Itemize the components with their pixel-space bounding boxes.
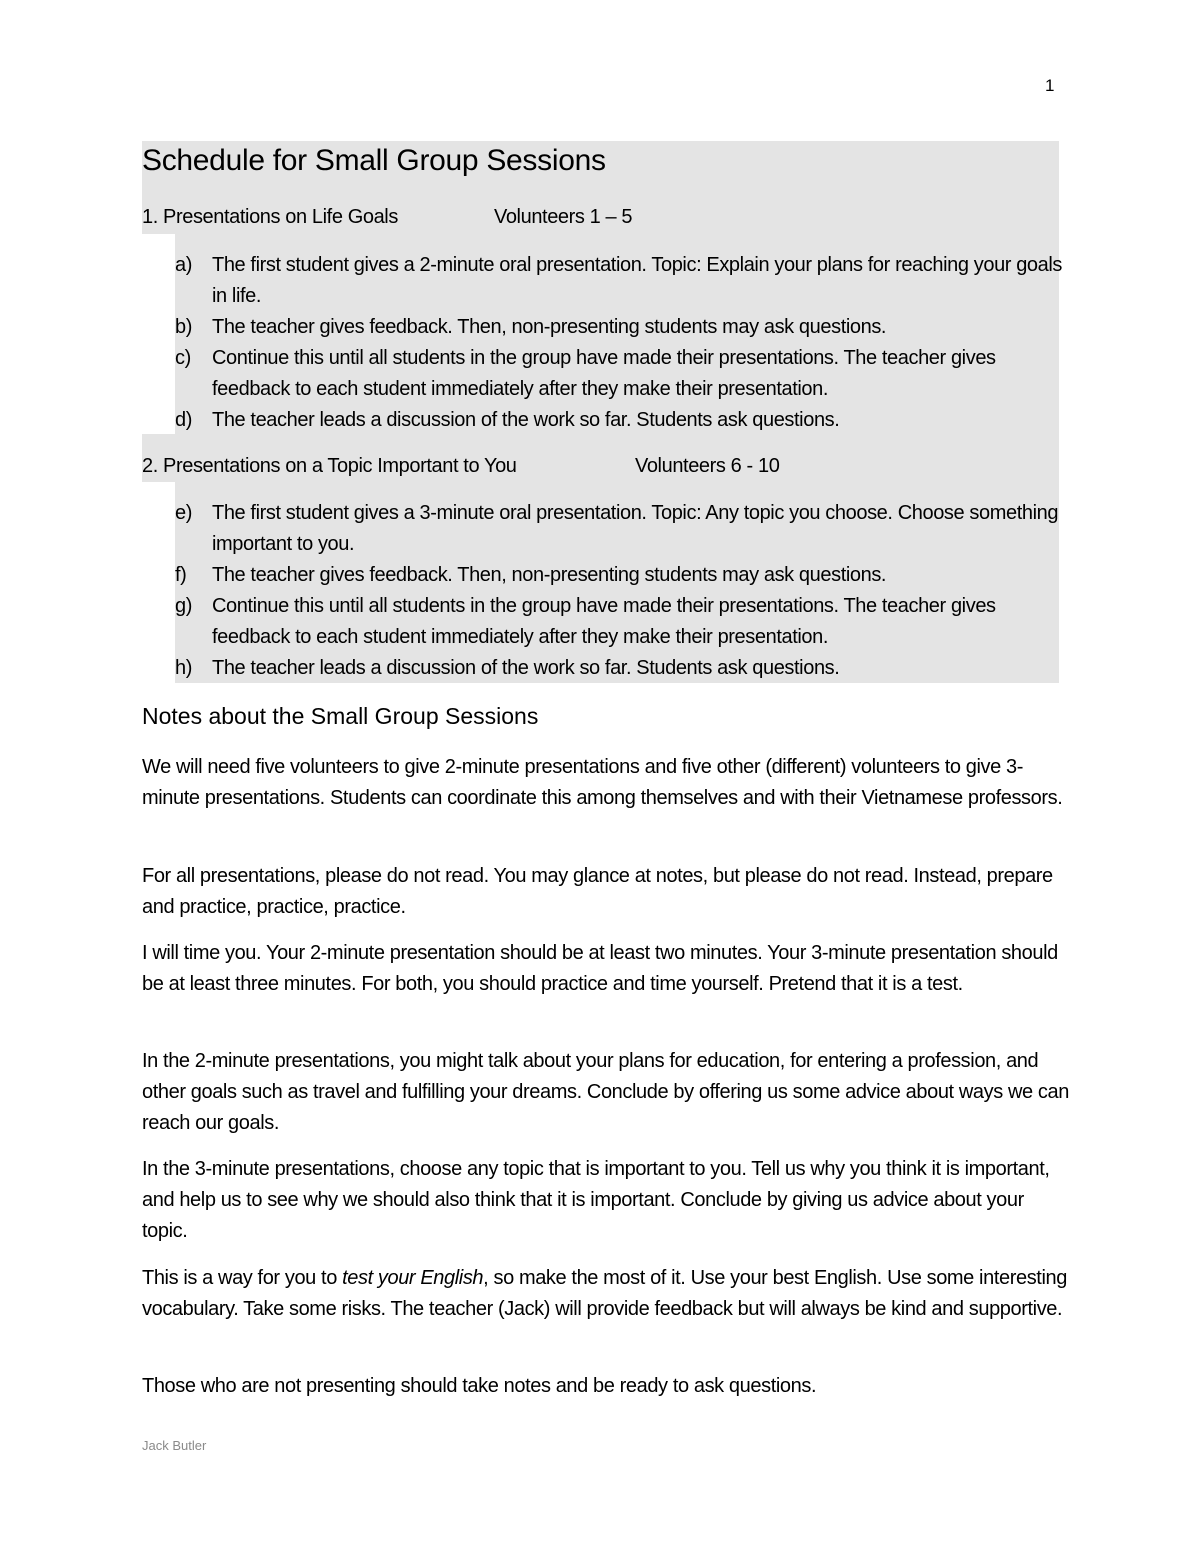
notes-title: Notes about the Small Group Sessions: [142, 703, 539, 729]
paragraph-text: , so make the most of it. Use your best English. Use some interesting vocabulary. Take some risks. The teacher (Jack) will provide feedback but will always be kind and supportive.: [142, 1267, 1067, 1320]
list-item: [175, 591, 1065, 653]
list-letter: h): [175, 657, 192, 679]
list-text: The first student gives a 2-minute oral presentation. Topic: Explain your plans for reaching your goals in life.: [212, 254, 1063, 307]
footer-author: Jack Butler: [142, 1438, 207, 1453]
paragraph: [142, 1263, 1072, 1325]
list-item: [175, 343, 1065, 405]
section-heading: [142, 455, 780, 478]
schedule-title: Schedule for Small Group Sessions: [142, 144, 606, 177]
list-text: The teacher gives feedback. Then, non-presenting students may ask questions.: [212, 316, 887, 338]
list-letter: b): [175, 316, 192, 338]
paragraph: I will time you. Your 2-minute presentation should be at least two minutes. Your 3-minute presentation should be at least three minutes. For both, you should practice and time yourself. Pretend that it is a test.: [142, 942, 1058, 995]
list-item: [175, 250, 1065, 312]
list-item: [175, 312, 1065, 343]
paragraph: We will need five volunteers to give 2-minute presentations and five other (different) volunteers to give 3-minute presentations. Students can coordinate this among themselves and with their Vietnamese professors.: [142, 756, 1063, 809]
list-text: The teacher leads a discussion of the work so far. Students ask questions.: [212, 409, 840, 431]
list-letter: e): [175, 502, 192, 524]
paragraph: In the 3-minute presentations, choose any topic that is important to you. Tell us why you think it is important, and help us to see why we should also think that it is important. Conclude by giving us advice about your topic.: [142, 1158, 1050, 1242]
paragraph: Those who are not presenting should take notes and be ready to ask questions.: [142, 1375, 817, 1397]
list-letter: d): [175, 409, 192, 431]
list-item: [175, 498, 1065, 560]
list-text: The first student gives a 3-minute oral presentation. Topic: Any topic you choose. Choose something important to you.: [212, 502, 1059, 555]
list-letter: g): [175, 595, 192, 617]
volunteers-label: Volunteers 6 - 10: [635, 455, 780, 477]
list-text: Continue this until all students in the group have made their presentations. The teacher gives feedback to each student immediately after they make their presentation.: [212, 347, 996, 400]
section-heading: [142, 206, 633, 229]
list-letter: f): [175, 564, 187, 586]
list-text: Continue this until all students in the group have made their presentations. The teacher gives feedback to each student immediately after they make their presentation.: [212, 595, 996, 648]
paragraph-text: This is a way for you to: [142, 1267, 343, 1289]
list-item: [175, 560, 1065, 591]
section-title: 1. Presentations on Life Goals: [142, 206, 398, 228]
paragraph: In the 2-minute presentations, you might talk about your plans for education, for entering a profession, and other goals such as travel and fulfilling your dreams. Conclude by offering us some advice about ways we can reach our goals.: [142, 1050, 1069, 1134]
list-letter: c): [175, 347, 191, 369]
list-item: [175, 653, 1065, 684]
list-item: [175, 405, 1065, 436]
section-title: 2. Presentations on a Topic Important to You: [142, 455, 517, 477]
list-text: The teacher leads a discussion of the work so far. Students ask questions.: [212, 657, 840, 679]
emphasis-text: test your English: [342, 1267, 484, 1289]
paragraph: For all presentations, please do not read. You may glance at notes, but please do not read. Instead, prepare and practice, practice, practice.: [142, 865, 1053, 918]
list-letter: a): [175, 254, 192, 276]
volunteers-label: Volunteers 1 – 5: [494, 206, 633, 228]
list-text: The teacher gives feedback. Then, non-presenting students may ask questions.: [212, 564, 887, 586]
page-number: 1: [1045, 76, 1055, 95]
